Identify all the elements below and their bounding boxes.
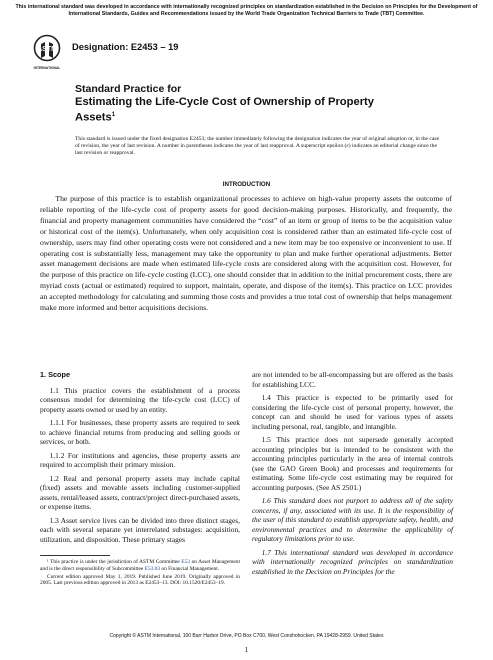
para-1-7: 1.7 This international standard was developed in accordance with internationally recognized principles on standardization established in the Decision on Principles for the xyxy=(252,547,453,576)
title-line-1: Standard Practice for xyxy=(75,83,182,95)
para-1-2: 1.2 Real and personal property assets may include capital (fixed) assets and movable assets including customer-supplied assets, rental/leased assets, contract/project direct-purchased assets, or expense items. xyxy=(40,473,240,511)
astm-logo xyxy=(32,34,62,72)
scope-heading: 1. Scope xyxy=(40,370,71,379)
logo-subtext: INTERNATIONAL xyxy=(33,66,61,70)
left-column xyxy=(40,370,240,548)
astm-international-logo-icon xyxy=(32,34,62,72)
subcommittee-link[interactable]: E53.03 xyxy=(144,565,161,572)
para-1-4: 1.4 This practice is expected to be primarily used for considering the life-cycle cost of personal property, however, the concept can and should be used for various types of assets including personal, real, tangible, and intangible. xyxy=(252,393,453,431)
footnotes xyxy=(40,559,240,588)
top-notice: This international standard was developed in accordance with internationally recognized principles on standardization established in the Decision on Principles for the Development of International Standards, Guides and Recommendations issued by the World Trade Organization Technical Barriers to Trade (TBT) Committee. xyxy=(15,4,478,17)
footnote-2: Current edition approved May 1, 2019. Published June 2019. Originally approved in 2005. Last previous edition approved in 2013 as E2453–13. DOI: 10.1520/E2453–19. xyxy=(40,573,240,587)
intro-heading: INTRODUCTION xyxy=(222,181,271,188)
para-1-5: 1.5 This practice does not supersede generally accepted accounting principles but is intended to be consistent with the accounting principles particularly in the area of internal controls (see the GAO Green Book) and processes and requirements for estimating. Some life-cycle cost estimating may be required for accounting purposes. (See AS 2501.) xyxy=(252,435,453,492)
title-footnote-ref: 1 xyxy=(111,112,116,118)
intro-text: The purpose of this practice is to establish organizational processes to achieve on high-value property assets the outcome of reliable reporting of the life-cycle cost of property assets for good decision-making purposes. Historically, and frequently, the financial and property management communities have considered the “cost” of an item or group of items to be the acquisition value or historical cost of the item(s). Unfortunately, when only acquisition cost is considered rather than an estimated life-cycle cost of ownership, users may find other operating costs were not considered and a new item may be too expensive or inconvenient to use. If operating cost is substantially less, management may take the opportunity to plan and make further operational adjustments. Better asset management decisions are made when estimated life-cycle costs are considered along with the acquisition cost. However, for the purpose of this practice on life-cycle costing (LCC), one should consider that in addition to the initial procurement costs, there are myriad costs (actual or estimated) required to support, maintain, operate, and dispose of the item(s). This practice on LCC provides an accepted methodology for calculating and summing those costs and provides a true total cost of ownership that helps management make more informed and better acquisitions decisions. xyxy=(40,194,452,313)
para-1-3: 1.3 Asset service lives can be divided into three distinct stages, each with several separate yet interrelated substages: acquisition, utilization, and disposition. These primary stages xyxy=(40,515,240,544)
footnote-1 xyxy=(40,559,240,572)
para-1-1-1: 1.1.1 For businesses, these property assets are required to seek to achieve financial returns from producing and selling goods or services, or both. xyxy=(40,418,240,446)
title-text: Estimating the Life-Cycle Cost of Ownership of Property Assets xyxy=(75,96,374,124)
para-1-6: 1.6 This standard does not purport to address all of the safety concerns, if any, associated with its use. It is the responsibility of the user of this standard to establish appropriate safety, health, and environmental practices and to determine the applicability of regulatory limitations prior to use. xyxy=(252,496,453,543)
document-title xyxy=(75,96,405,125)
para-1-1-2: 1.1.2 For institutions and agencies, these property assets are required to accomplish their primary mission. xyxy=(40,450,240,469)
right-column xyxy=(252,370,453,580)
logo-text: ASTM xyxy=(37,46,57,53)
designation: Designation: E2453 – 19 xyxy=(72,42,179,52)
footnote-1-text-3: on Financial Management. xyxy=(160,565,220,572)
copyright-footer: Copyright © ASTM International, 100 Barr Harbor Drive, PO Box C700, West Conshohocken, PA 19428-2959. United States xyxy=(109,633,384,639)
footnote-1-text-2: on Asset Management and is the direct responsibility of Subcommittee xyxy=(40,559,240,572)
footnote-rule xyxy=(40,555,110,556)
page-number: 1 xyxy=(244,645,249,654)
para-1-1: 1.1 This practice covers the establishment of a process consensus model for determining the life-cycle cost (LCC) of property assets owned or used by an entity. xyxy=(40,385,240,414)
issued-note: This standard is issued under the fixed designation E2453; the number immediately following the designation indicates the year of original adoption or, in the case of revision, the year of last revision. A number in parentheses indicates the year of last reapproval. A superscript epsilon (ε) indicates an editorial change since the last revision or reapproval. xyxy=(75,136,440,157)
footnote-1-text: ¹ This practice is under the jurisdiction of ASTM Committee xyxy=(47,559,182,565)
para-1-3-cont: are not intended to be all-encompassing but are offered as the basis for establishing LCC. xyxy=(252,370,453,389)
committee-link[interactable]: E53 xyxy=(181,559,190,565)
